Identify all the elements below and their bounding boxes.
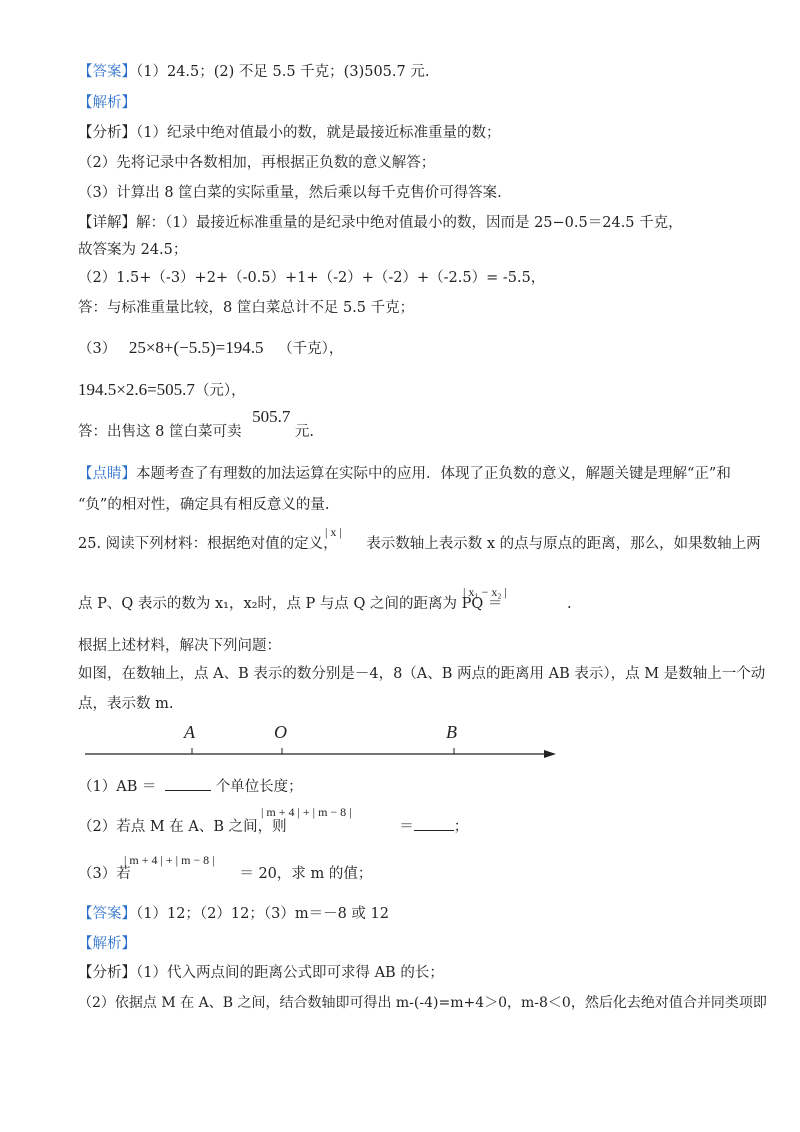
abs-sum-formula: | m + 4 | + | m − 8 | (261, 805, 352, 819)
q25-answer (78, 904, 740, 924)
formula: 194.5×2.6=505.7 (78, 380, 195, 399)
q25-sub2 (78, 805, 740, 837)
label-o: O (274, 722, 287, 742)
q25-line-3 (78, 636, 740, 656)
xiangjie-line-5 (78, 336, 740, 361)
abs-sum-formula: | m + 4 | + | m − 8 | (124, 853, 215, 867)
fenxi-text: （3）计算出 8 筐白菜的实际重量，然后乘以每千克售价可得答案. (78, 185, 502, 201)
dianjing-line-2 (78, 495, 740, 515)
abs-x-formula: | x | (325, 525, 342, 539)
q25-fenxi-1 (78, 963, 740, 983)
jiexi-line-1 (78, 93, 740, 113)
answer-blank-1[interactable] (165, 776, 211, 791)
xiangjie-text: （2）1.5+（-3）+2+（-0.5）+1+（-2）+（-2）+（-2.5）= -5.5， (78, 270, 546, 286)
q25-text: 点 P、Q 表示的数为 x₁，x₂时，点 P 与点 Q 之间的距离为 PQ ＝ (78, 596, 503, 612)
q25-line-2 (78, 585, 740, 614)
xiangjie-text: （3） (78, 341, 117, 357)
xiangjie-tag: 【详解】 (78, 215, 136, 231)
answer-blank-2[interactable] (414, 816, 454, 831)
xiangjie-line-3 (78, 268, 740, 288)
fenxi-line-2 (78, 153, 740, 173)
dianjing-text: 本题考查了有理数的加法运算在实际中的应用．体现了正负数的意义，解题关键是理解“正”和 (136, 466, 731, 482)
xiangjie-line-7 (78, 407, 740, 442)
q25-jiexi (78, 934, 740, 954)
fenxi-tag: 【分析】 (78, 125, 136, 141)
fenxi-line-1 (78, 123, 740, 143)
abs-distance-formula: | x₁ − x₂ | (463, 585, 507, 599)
q25-text: 根据上述材料，解决下列问题： (78, 638, 281, 654)
xiangjie-line-2 (78, 240, 740, 260)
jiexi-tag: 【解析】 (78, 936, 136, 952)
answer-tag: 【答案】 (78, 64, 136, 80)
q25-text: （2）若点 M 在 A、B 之间，则 (78, 819, 287, 835)
q25-text: （3）若 (78, 866, 131, 882)
xiangjie-line-6 (78, 378, 740, 403)
number-line-figure (80, 718, 560, 768)
q25-text: 25. 阅读下列材料：根据绝对值的定义， (78, 536, 338, 552)
axis-arrow (544, 750, 556, 758)
xiangjie-text: （元）， (194, 383, 246, 399)
label-b: B (446, 722, 457, 742)
q25-intro (78, 525, 761, 554)
q25-text: 表示数轴上表示数 x 的点与原点的距离，那么，如果数轴上两 (366, 536, 761, 552)
answer-line-1 (78, 62, 740, 82)
q25-text: . (567, 596, 572, 612)
dianjing-line-1 (78, 464, 740, 484)
q25-line-4 (78, 664, 766, 684)
dianjing-tag: 【点睛】 (78, 466, 136, 482)
q25-text: （1）AB ＝ (78, 779, 157, 795)
q25-fenxi-2 (78, 993, 767, 1013)
formula: 25×8+(−5.5)=194.5 (128, 338, 264, 357)
q25-text: ＝ (399, 819, 414, 835)
fenxi-text: （2）先将记录中各数相加，再根据正负数的意义解答； (78, 155, 436, 171)
answer-text: （1）24.5；(2) 不足 5.5 千克；(3)505.7 元. (136, 64, 430, 80)
q25-text: 点，表示数 m. (78, 696, 174, 712)
xiangjie-text: 元. (294, 424, 315, 440)
q25-text: 个单位长度； (215, 779, 303, 795)
xiangjie-line-4 (78, 298, 740, 318)
formula: 505.7 (252, 407, 291, 426)
jiexi-tag: 【解析】 (78, 95, 136, 111)
answer-tag: 【答案】 (78, 906, 136, 922)
answer-text: （1）12；（2）12；（3）m＝－8 或 12 (136, 906, 389, 922)
dianjing-text: “负”的相对性，确定具有相反意义的量. (78, 497, 330, 513)
q25-sub3 (78, 853, 740, 884)
xiangjie-text: 故答案为 24.5； (78, 242, 188, 258)
q25-sub1 (78, 776, 740, 797)
fenxi-text: （2）依据点 M 在 A、B 之间，结合数轴即可得出 m-(-4)=m+4＞0，m-8＜0，然后化去绝对值合并同类项即 (78, 995, 767, 1011)
xiangjie-text: 解：（1）最接近标准重量的是纪录中绝对值最小的数，因而是 25−0.5＝24.5 千克， (136, 215, 683, 231)
fenxi-line-3 (78, 183, 740, 203)
xiangjie-line-1 (78, 213, 740, 233)
fenxi-tag: 【分析】 (78, 965, 136, 981)
fenxi-text: （1）代入两点间的距离公式即可求得 AB 的长； (136, 965, 444, 981)
q25-text: ； (453, 819, 469, 835)
q25-text: 如图，在数轴上，点 A、B 表示的数分别是－4，8（A、B 两点的距离用 AB 表示），点 M 是数轴上一个动 (78, 666, 766, 682)
xiangjie-text: （千克）， (278, 341, 344, 357)
q25-line-5 (78, 694, 740, 714)
xiangjie-text: 答：出售这 8 筐白菜可卖 (78, 424, 242, 440)
label-a: A (184, 722, 195, 742)
q25-text: ＝ 20，求 m 的值； (239, 866, 373, 882)
fenxi-text: （1）纪录中绝对值最小的数，就是最接近标准重量的数； (136, 125, 501, 141)
xiangjie-text: 答：与标准重量比较，8 筐白菜总计不足 5.5 千克； (78, 300, 415, 316)
